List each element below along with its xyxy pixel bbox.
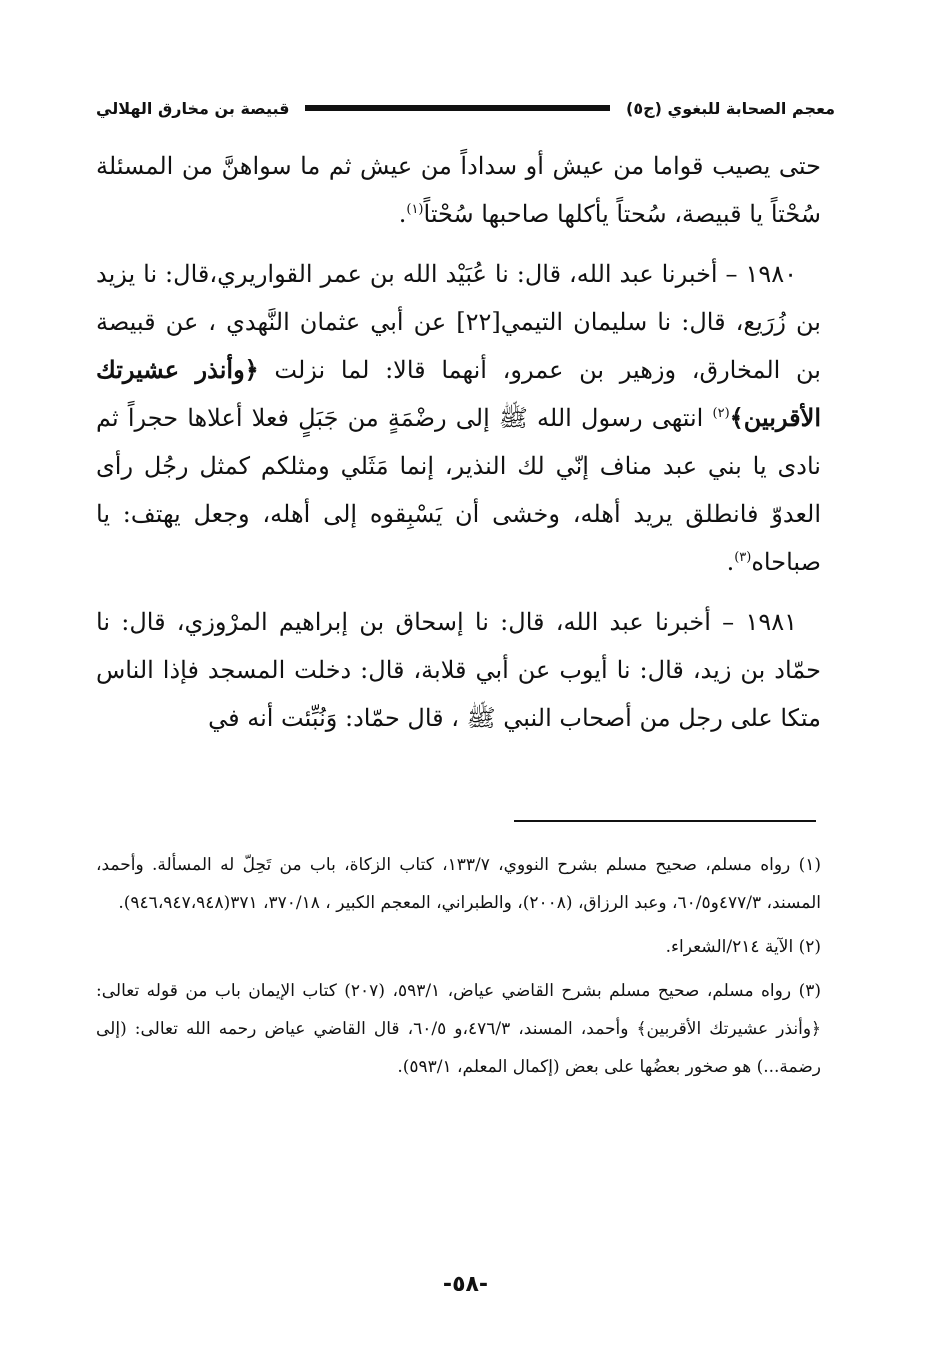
paragraph-1: حتى يصيب قواما من عيش أو سداداً من عيش ثم ما سواهنَّ من المسئلة سُحْتاً يا قبيصة، سُحتاً يأكلها صاحبها سُحْتاً$^{(١)}$.	[96, 152, 821, 228]
footnote-ref-2: (٢)	[712, 406, 730, 421]
hadith-1980-text-b: انتهى رسول الله ﷺ إلى رضْمَةٍ من جَبَلٍ فعلا أعلاها حجراً ثم نادى يا بني عبد مناف إنّي لك النذير، إنما مَثَلي ومثلكم كمثل رجُل رأى العدوّ فانطلق يريد أهله، وخشى أن يَسْبِقوه إلى أهله، وجعل يهتف: يا صباحاه	[96, 404, 821, 576]
hadith-1980: ١٩٨٠ – أخبرنا عبد الله، قال: نا عُبَيْد الله بن عمر القواريري،قال: نا يزيد بن زُرَيع، قال: نا سليمان التيمي[٢٢] عن أبي عثمان النَّهدي ، عن قبيصة بن المخارق، وزهير بن عمرو، أنهما قالا: لما نزلت ﴿وأنذر عشيرتك الأقربين﴾$^{(٢)}$ انتهى رسول الله ﷺ إلى رضْمَةٍ من جَبَلٍ فعلا أعلاها حجراً ثم نادى يا بني عبد مناف إنّي لك النذير، إنما مَثَلي ومثلكم كمثل رجُل رأى العدوّ فانطلق يريد أهله، وخشى أن يَسْبِقوه إلى أهله، وجعل يهتف: يا صباحاه$^{(٣)}$.	[96, 260, 821, 576]
footnote-1	[96, 846, 821, 922]
book-title: معجم الصحابة للبغوي (ج٥)	[626, 98, 835, 118]
paragraph-1-text: حتى يصيب قواما من عيش أو سداداً من عيش ثم ما سواهنَّ من المسئلة سُحْتاً يا قبيصة، سُحتاً يأكلها صاحبها سُحْتاً	[96, 152, 821, 228]
footnote-ref-3: (٣)	[734, 550, 752, 565]
main-text	[96, 142, 821, 754]
footnote-text: رواه مسلم، صحيح مسلم بشرح النووي، ١٣٣/٧، كتاب الزكاة، باب من تَحِلّ له المسألة. وأحمد، المسند، ٤٧٧/٣و٦٠/٥، وعبد الرزاق، (٢٠٠٨)، والطبراني، المعجم الكبير ، ٣٧٠/١٨، ٣٧١(٩٤٦،٩٤٧،٩٤٨).	[96, 855, 821, 913]
footnote-2	[96, 928, 821, 966]
running-header	[96, 88, 835, 128]
footnote-text: رواه مسلم، صحيح مسلم بشرح القاضي عياض، ٥٩٣/١، (٢٠٧) كتاب الإيمان باب من قوله تعالى: ﴿وأنذر عشيرتك الأقربين﴾ وأحمد، المسند، ٤٧٦/٣،و ٦٠/٥، قال القاضي عياض رحمه الله تعالى: (إلى رضمة...) هو صخور بعضُها على بعض (إكمال المعلم، ٥٩٣/١).	[96, 981, 821, 1077]
footnote-number: (٣)	[798, 981, 821, 1001]
footnote-3	[96, 972, 821, 1086]
footnote-number: (٢)	[798, 937, 821, 957]
quran-quote: ﴿وأنذر عشيرتك الأقربين﴾	[96, 355, 821, 432]
hadith-1981-text: ١٩٨١ – أخبرنا عبد الله، قال: نا إسحاق بن إبراهيم المرْوزي، قال: نا حمّاد بن زيد، قال: نا أيوب عن أبي قلابة، قال: دخلت المسجد فإذا الناس متكا على رجل من أصحاب النبي ﷺ ، قال حمّاد: وَنُبِّئت أنه في	[96, 608, 821, 732]
footnote-ref-1: (١)	[406, 202, 424, 217]
section-title: قبيصة بن مخارق الهلالي	[96, 98, 290, 118]
footnotes	[96, 846, 821, 1092]
hadith-1981	[96, 598, 821, 742]
footnote-divider	[514, 820, 816, 822]
hadith-1980-text-a: ١٩٨٠ – أخبرنا عبد الله، قال: نا عُبَيْد الله بن عمر القواريري،قال: نا يزيد بن زُرَيع، قال: نا سليمان التيمي[٢٢] عن أبي عثمان النَّهدي ، عن قبيصة بن المخارق، وزهير بن عمرو، أنهما قالا: لما نزلت	[96, 260, 821, 384]
footnote-text: الآية ٢١٤/الشعراء.	[665, 937, 794, 957]
footnote-number: (١)	[798, 855, 821, 875]
page-number: -٥٨-	[442, 1272, 489, 1297]
header-rule	[305, 105, 610, 111]
